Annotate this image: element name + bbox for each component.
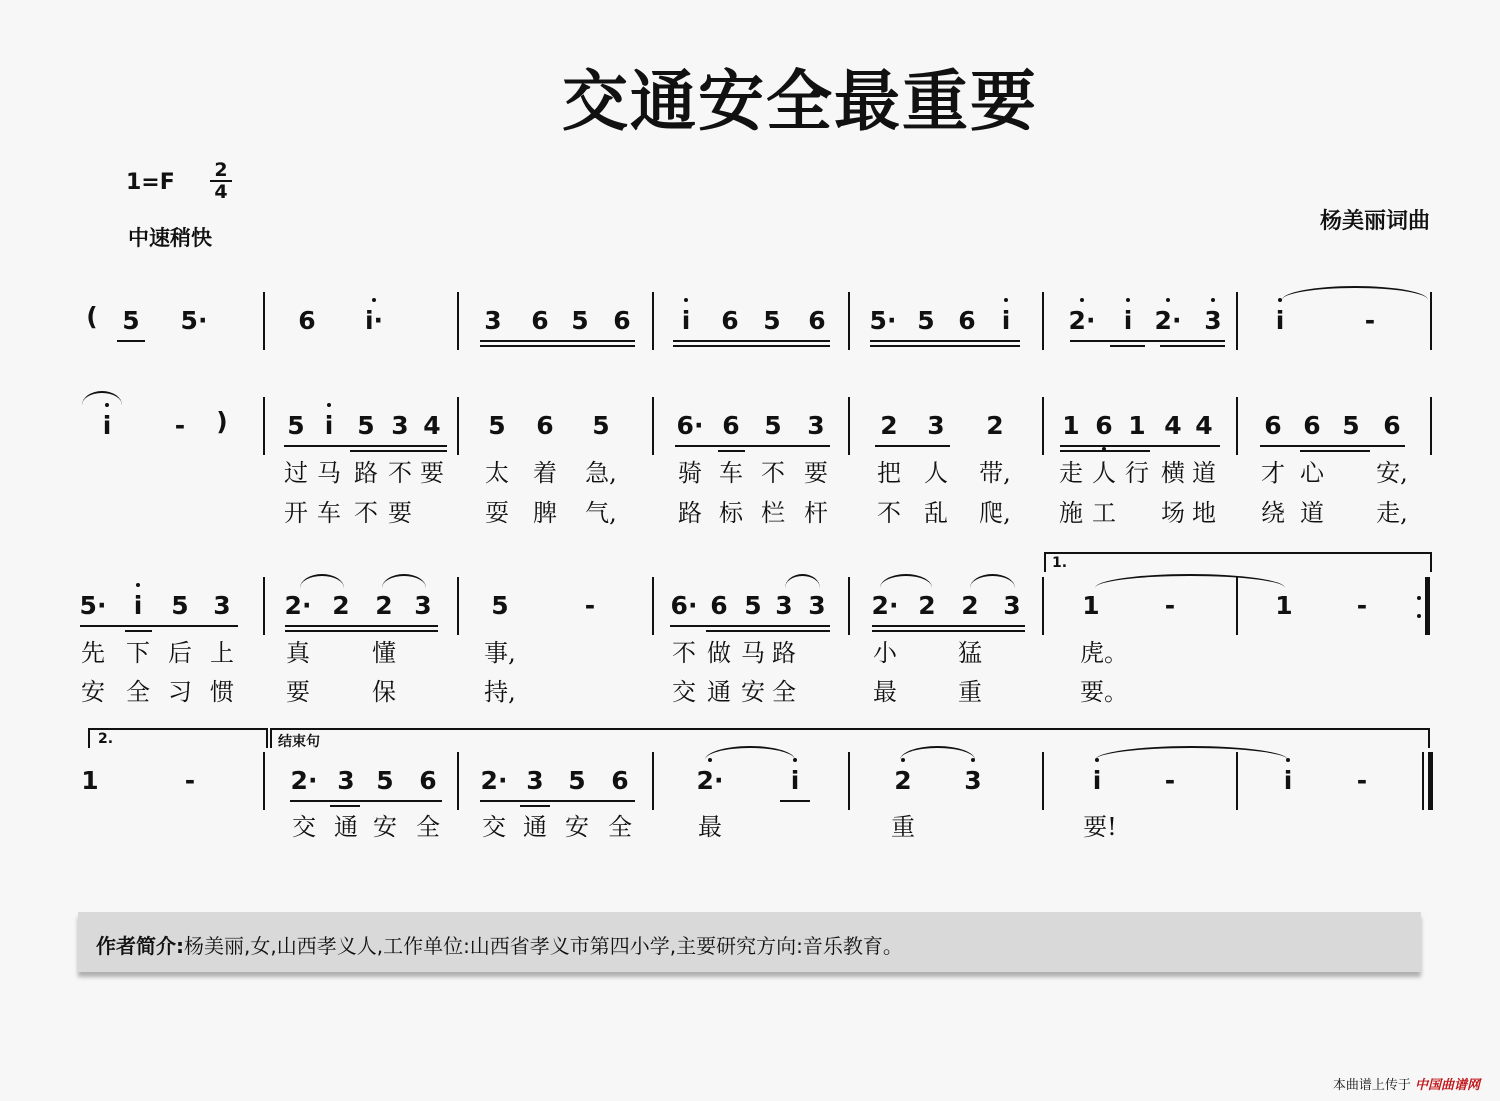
jianpu-note: 2 xyxy=(961,591,979,620)
slur xyxy=(382,574,426,588)
slur xyxy=(705,746,795,760)
barline xyxy=(652,292,654,350)
barline xyxy=(1236,397,1238,455)
beam-underline xyxy=(718,450,745,452)
jianpu-note: 3 xyxy=(484,306,502,335)
lyric-syllable: 车 xyxy=(317,499,341,527)
sustain-dash: - xyxy=(1164,766,1176,795)
barline xyxy=(1425,577,1430,635)
lyric-syllable: 通 xyxy=(523,813,547,841)
octave-dot xyxy=(136,583,140,587)
lyric-syllable: 急, xyxy=(585,459,617,487)
jianpu-note: 2· xyxy=(284,591,312,620)
sustain-dash: - xyxy=(1164,591,1176,620)
beam-underline xyxy=(330,805,360,807)
jianpu-note: 6 xyxy=(613,306,631,335)
coda-bracket xyxy=(270,728,1430,748)
jianpu-note: i xyxy=(1123,306,1133,335)
lyric-syllable: 带, xyxy=(979,459,1011,487)
slur xyxy=(880,574,932,588)
slur xyxy=(82,391,122,405)
beam-underline xyxy=(1110,345,1145,347)
jianpu-note: 6 xyxy=(536,411,554,440)
barline xyxy=(848,292,850,350)
lyric-syllable: 地 xyxy=(1192,499,1216,527)
lyric-syllable: 全 xyxy=(416,813,440,841)
beam-underline xyxy=(872,625,1025,627)
jianpu-note: 6 xyxy=(419,766,437,795)
lyric-syllable: 道 xyxy=(1300,499,1324,527)
composer-credit: 杨美丽词曲 xyxy=(1319,209,1430,234)
barline xyxy=(848,577,850,635)
jianpu-note: 3 xyxy=(337,766,355,795)
jianpu-note: 2· xyxy=(1154,306,1182,335)
barline xyxy=(263,577,265,635)
jianpu-note: 4 xyxy=(1195,411,1213,440)
jianpu-note: 5 xyxy=(571,306,589,335)
slur xyxy=(900,746,975,760)
lyric-syllable: 安 xyxy=(373,813,397,841)
lyric-syllable: 走, xyxy=(1376,499,1408,527)
slur xyxy=(1282,286,1428,300)
lyric-syllable: 后 xyxy=(168,639,192,667)
beam-underline xyxy=(350,450,447,452)
barline xyxy=(457,752,459,810)
jianpu-note: 2 xyxy=(918,591,936,620)
beam-underline xyxy=(1260,445,1405,447)
lyric-syllable: 走 xyxy=(1059,459,1083,487)
sustain-dash: - xyxy=(1356,766,1368,795)
sustain-dash: - xyxy=(1356,591,1368,620)
jianpu-note: 6 xyxy=(721,306,739,335)
barline xyxy=(263,752,265,810)
jianpu-note: i xyxy=(1001,306,1011,335)
author-bio-label: 作者简介: xyxy=(96,934,184,958)
lyric-syllable: 路 xyxy=(772,639,796,667)
beam-underline xyxy=(480,340,635,342)
jianpu-note: i xyxy=(324,411,334,440)
lyric-syllable: 重 xyxy=(958,678,982,706)
beam-underline xyxy=(706,630,830,632)
lyric-syllable: 栏 xyxy=(761,499,785,527)
footer-site-logo: 中国曲谱网 xyxy=(1414,1078,1480,1093)
beam-underline xyxy=(1160,345,1225,347)
jianpu-note: i xyxy=(1283,766,1293,795)
lyric-syllable: 持, xyxy=(484,678,516,706)
lyric-syllable: 开 xyxy=(284,499,308,527)
lyric-syllable: 行 xyxy=(1125,459,1149,487)
lyric-syllable: 下 xyxy=(126,639,150,667)
lyric-syllable: 人 xyxy=(924,459,948,487)
beam-underline xyxy=(875,445,950,447)
song-title: 交通安全最重要 xyxy=(562,62,1038,140)
key-signature: 1=F xyxy=(126,170,175,195)
jianpu-note: 2· xyxy=(1068,306,1096,335)
second-ending-bracket xyxy=(88,728,268,748)
jianpu-note: 2 xyxy=(375,591,393,620)
jianpu-note: 5· xyxy=(180,306,208,335)
jianpu-note: i xyxy=(681,306,691,335)
beam-underline xyxy=(673,340,830,342)
lyric-syllable: 道 xyxy=(1192,459,1216,487)
author-bio-text: 杨美丽,女,山西孝义人,工作单位:山西省孝义市第四小学,主要研究方向:音乐教育。 xyxy=(184,934,903,958)
jianpu-note: 6 xyxy=(1264,411,1282,440)
barline xyxy=(848,752,850,810)
jianpu-note: 5 xyxy=(917,306,935,335)
jianpu-note: 6 xyxy=(958,306,976,335)
lyric-syllable: 心 xyxy=(1300,459,1324,487)
sustain-dash: - xyxy=(184,766,196,795)
lyric-syllable: 人 xyxy=(1092,459,1116,487)
lyric-syllable: 事, xyxy=(484,639,516,667)
beam-underline xyxy=(910,345,940,347)
jianpu-note: 6 xyxy=(710,591,728,620)
jianpu-note: i xyxy=(133,591,143,620)
time-signature-top: 2 xyxy=(210,160,232,182)
lyric-syllable: 马 xyxy=(741,639,765,667)
barline xyxy=(652,577,654,635)
jianpu-note: 6 xyxy=(1383,411,1401,440)
sustain-dash: - xyxy=(1364,306,1376,335)
beam-underline xyxy=(870,340,1020,342)
lyric-syllable: 通 xyxy=(334,813,358,841)
lyric-syllable: 安, xyxy=(1376,459,1408,487)
jianpu-note: 3 xyxy=(775,591,793,620)
lyric-syllable: 要 xyxy=(388,499,412,527)
jianpu-note: 2· xyxy=(290,766,318,795)
lyric-syllable: 交 xyxy=(292,813,316,841)
jianpu-note: 2· xyxy=(871,591,899,620)
jianpu-note: i xyxy=(102,411,112,440)
lyric-syllable: 交 xyxy=(672,678,696,706)
author-bio xyxy=(96,930,903,959)
lyric-syllable: 才 xyxy=(1261,459,1285,487)
lyric-syllable: 不 xyxy=(672,639,696,667)
lyric-syllable: 要。 xyxy=(1080,678,1128,706)
lyric-syllable: 全 xyxy=(608,813,632,841)
lyric-syllable: 标 xyxy=(719,499,743,527)
lyric-syllable: 太 xyxy=(485,459,509,487)
first-ending-bracket xyxy=(1044,552,1432,572)
lyric-syllable: 乱 xyxy=(924,499,948,527)
jianpu-note: 2 xyxy=(894,766,912,795)
lyric-syllable: 真 xyxy=(286,639,310,667)
beam-underline xyxy=(670,625,830,627)
lyric-syllable: 要! xyxy=(1083,813,1117,841)
lyric-syllable: 骑 xyxy=(678,459,702,487)
repeat-dot xyxy=(1417,614,1421,618)
jianpu-note: i xyxy=(1092,766,1102,795)
lyric-syllable: 杆 xyxy=(804,499,828,527)
jianpu-note: 2· xyxy=(480,766,508,795)
octave-dot xyxy=(684,298,688,302)
barline xyxy=(1042,397,1044,455)
jianpu-note: 3 xyxy=(808,591,826,620)
lyric-syllable: 马 xyxy=(317,459,341,487)
lyric-syllable: 要 xyxy=(286,678,310,706)
octave-dot xyxy=(1211,298,1215,302)
lyric-syllable: 着 xyxy=(533,459,557,487)
beam-underline xyxy=(1060,445,1220,447)
jianpu-note: 5· xyxy=(79,591,107,620)
jianpu-note: 2 xyxy=(880,411,898,440)
jianpu-note: 5 xyxy=(488,411,506,440)
lyric-syllable: 小 xyxy=(873,639,897,667)
lyric-syllable: 施 xyxy=(1059,499,1083,527)
lyric-syllable: 最 xyxy=(873,678,897,706)
repeat-dot xyxy=(1417,596,1421,600)
jianpu-note: 5 xyxy=(357,411,375,440)
jianpu-note: 6 xyxy=(611,766,629,795)
barline xyxy=(457,577,459,635)
beam-underline xyxy=(870,345,1020,347)
jianpu-note: 5 xyxy=(744,591,762,620)
lyric-syllable: 车 xyxy=(719,459,743,487)
lyric-syllable: 不 xyxy=(354,499,378,527)
jianpu-note: 5 xyxy=(592,411,610,440)
lyric-syllable: 虎。 xyxy=(1080,639,1128,667)
slur xyxy=(300,574,344,588)
sustain-dash: - xyxy=(584,591,596,620)
lyric-syllable: 猛 xyxy=(958,639,982,667)
beam-underline xyxy=(284,445,447,447)
jianpu-note: 5 xyxy=(122,306,140,335)
beam-underline xyxy=(285,625,438,627)
lyric-syllable: 把 xyxy=(877,459,901,487)
barline xyxy=(1430,292,1432,350)
jianpu-note: i· xyxy=(364,306,384,335)
lyric-syllable: 耍 xyxy=(485,499,509,527)
jianpu-note: 4 xyxy=(1164,411,1182,440)
barline xyxy=(652,752,654,810)
lyric-syllable: 场 xyxy=(1161,499,1185,527)
jianpu-note: 3 xyxy=(1204,306,1222,335)
paren-close: ) xyxy=(216,407,228,436)
time-signature-bottom: 4 xyxy=(214,181,228,203)
jianpu-note: 6 xyxy=(298,306,316,335)
beam-underline xyxy=(80,625,238,627)
barline xyxy=(848,397,850,455)
lyric-syllable: 最 xyxy=(698,813,722,841)
jianpu-note: 5 xyxy=(376,766,394,795)
lyric-syllable: 工 xyxy=(1092,499,1116,527)
lyric-syllable: 不 xyxy=(877,499,901,527)
barline xyxy=(1042,292,1044,350)
jianpu-note: 6 xyxy=(722,411,740,440)
beam-underline xyxy=(1300,450,1370,452)
jianpu-note: 5 xyxy=(491,591,509,620)
footer-prefix: 本曲谱上传于 xyxy=(1332,1078,1411,1093)
paren-open: ( xyxy=(86,302,98,331)
beam-underline xyxy=(117,340,145,342)
jianpu-note: 6· xyxy=(676,411,704,440)
lyric-syllable: 要 xyxy=(804,459,828,487)
beam-underline xyxy=(285,630,438,632)
lyric-syllable: 全 xyxy=(126,678,150,706)
barline xyxy=(457,397,459,455)
lyric-syllable: 习 xyxy=(168,678,192,706)
lyric-syllable: 保 xyxy=(372,678,396,706)
lyric-syllable: 路 xyxy=(678,499,702,527)
slur xyxy=(1095,574,1285,588)
jianpu-note: 2 xyxy=(986,411,1004,440)
barline xyxy=(457,292,459,350)
jianpu-note: 5 xyxy=(568,766,586,795)
slur xyxy=(785,574,820,588)
barline xyxy=(263,292,265,350)
lyric-syllable: 气, xyxy=(585,499,617,527)
lyric-syllable: 全 xyxy=(772,678,796,706)
jianpu-note: 1 xyxy=(81,766,99,795)
lyric-syllable: 横 xyxy=(1161,459,1185,487)
beam-underline xyxy=(673,345,830,347)
barline xyxy=(1428,752,1433,810)
octave-dot xyxy=(1004,298,1008,302)
jianpu-note: 6· xyxy=(670,591,698,620)
jianpu-note: 5 xyxy=(764,411,782,440)
jianpu-note: 5 xyxy=(763,306,781,335)
jianpu-note: 3 xyxy=(807,411,825,440)
beam-underline xyxy=(872,630,1025,632)
lyric-syllable: 安 xyxy=(741,678,765,706)
second-ending-label: 2. xyxy=(98,731,114,747)
barline xyxy=(1042,752,1044,810)
lyric-syllable: 交 xyxy=(482,813,506,841)
octave-dot xyxy=(372,298,376,302)
beam-underline xyxy=(1060,450,1150,452)
beam-underline xyxy=(290,800,442,802)
beam-underline xyxy=(520,805,550,807)
lyric-syllable: 路 xyxy=(354,459,378,487)
jianpu-note: i xyxy=(790,766,800,795)
beam-underline xyxy=(125,630,152,632)
octave-dot xyxy=(1080,298,1084,302)
jianpu-note: 6 xyxy=(1303,411,1321,440)
author-bio-box xyxy=(78,912,1421,972)
lyric-syllable: 过 xyxy=(284,459,308,487)
jianpu-note: 1 xyxy=(1275,591,1293,620)
jianpu-note: i xyxy=(1275,306,1285,335)
barline xyxy=(263,397,265,455)
lyric-syllable: 重 xyxy=(891,813,915,841)
jianpu-note: 3 xyxy=(964,766,982,795)
barline xyxy=(1422,752,1424,810)
lyric-syllable: 绕 xyxy=(1261,499,1285,527)
jianpu-note: 5 xyxy=(1342,411,1360,440)
jianpu-note: 1 xyxy=(1062,411,1080,440)
time-signature xyxy=(210,160,232,202)
lyric-syllable: 要 xyxy=(420,459,444,487)
lyric-syllable: 上 xyxy=(210,639,234,667)
lyric-syllable: 爬, xyxy=(979,499,1011,527)
octave-dot xyxy=(1166,298,1170,302)
slur xyxy=(970,574,1015,588)
lyric-syllable: 懂 xyxy=(372,639,396,667)
jianpu-note: 4 xyxy=(423,411,441,440)
first-ending-label: 1. xyxy=(1052,555,1068,571)
coda-label: 结束句 xyxy=(278,734,320,750)
barline xyxy=(652,397,654,455)
lyric-syllable: 不 xyxy=(761,459,785,487)
lyric-syllable: 不 xyxy=(388,459,412,487)
barline xyxy=(1042,577,1044,635)
jianpu-note: 6 xyxy=(531,306,549,335)
beam-underline xyxy=(780,800,810,802)
barline xyxy=(1430,397,1432,455)
jianpu-note: 6 xyxy=(1095,411,1113,440)
lyric-syllable: 做 xyxy=(707,639,731,667)
lyric-syllable: 先 xyxy=(81,639,105,667)
jianpu-note: 3 xyxy=(1003,591,1021,620)
jianpu-note: 2· xyxy=(696,766,724,795)
jianpu-note: 1 xyxy=(1082,591,1100,620)
jianpu-note: 1 xyxy=(1128,411,1146,440)
jianpu-note: 3 xyxy=(414,591,432,620)
barline xyxy=(1236,752,1238,810)
jianpu-note: 5· xyxy=(869,306,897,335)
lyric-syllable: 安 xyxy=(81,678,105,706)
lyric-syllable: 通 xyxy=(707,678,731,706)
barline xyxy=(1236,292,1238,350)
tempo-marking: 中速稍快 xyxy=(128,226,212,250)
octave-dot xyxy=(327,403,331,407)
jianpu-note: 2 xyxy=(332,591,350,620)
jianpu-note: 3 xyxy=(526,766,544,795)
beam-underline xyxy=(480,800,635,802)
jianpu-note: 5 xyxy=(287,411,305,440)
octave-dot xyxy=(1126,298,1130,302)
lyric-syllable: 安 xyxy=(565,813,589,841)
jianpu-note: 3 xyxy=(391,411,409,440)
lyric-syllable: 惯 xyxy=(210,678,234,706)
jianpu-note: 5 xyxy=(171,591,189,620)
jianpu-note: 6 xyxy=(808,306,826,335)
beam-underline xyxy=(675,445,830,447)
beam-underline xyxy=(1070,340,1225,342)
jianpu-note: 3 xyxy=(213,591,231,620)
jianpu-note: 3 xyxy=(927,411,945,440)
footer-credit xyxy=(1333,1074,1480,1093)
slur xyxy=(1095,746,1288,760)
lyric-syllable: 脾 xyxy=(533,499,557,527)
sustain-dash: - xyxy=(174,411,186,440)
beam-underline xyxy=(480,345,635,347)
